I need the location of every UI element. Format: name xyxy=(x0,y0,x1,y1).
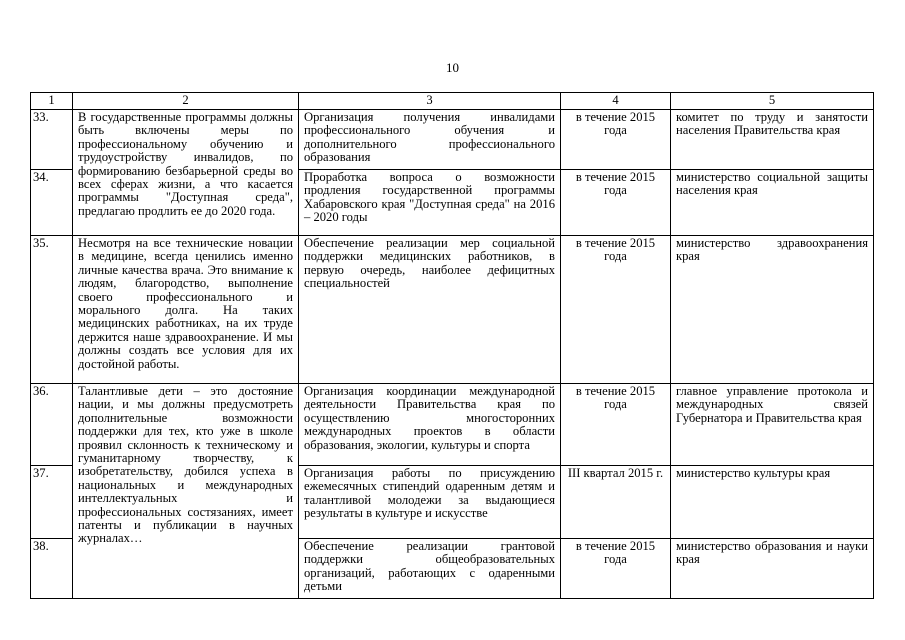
term-text: в течение 2015 года xyxy=(561,110,671,170)
table-row xyxy=(31,384,874,466)
term-text: III квартал 2015 г. xyxy=(561,466,671,539)
table-header-row xyxy=(31,93,874,110)
responsible-text: министерство образования и науки края xyxy=(671,539,874,599)
row-number: 38. xyxy=(31,539,73,599)
row-number: 35. xyxy=(31,236,73,384)
responsible-text: главное управление протокола и международных связей Губернатора и Правительства края xyxy=(671,384,874,466)
header-col-1: 1 xyxy=(31,93,73,110)
term-text: в течение 2015 года xyxy=(561,236,671,384)
header-col-4: 4 xyxy=(561,93,671,110)
measure-text: Обеспечение реализации грантовой поддержки общеобразовательных организаций, работающих с одаренными детьми xyxy=(299,539,561,599)
row-number: 37. xyxy=(31,466,73,539)
measure-text: Обеспечение реализации мер социальной поддержки медицинских работников, в первую очередь, наиболее дефицитных специальностей xyxy=(299,236,561,384)
responsible-text: комитет по труду и занятости населения Правительства края xyxy=(671,110,874,170)
measure-text: Организация координации международной деятельности Правительства края по осуществлению многосторонних международных проектов в области образования, экологии, культуры и спорта xyxy=(299,384,561,466)
responsible-text: министерство социальной защиты населения края xyxy=(671,170,874,236)
responsible-text: министерство культуры края xyxy=(671,466,874,539)
measure-text: Организация работы по присуждению ежемесячных стипендий одаренным детям и талантливой молодежи за выдающиеся результаты в культуре и искусстве xyxy=(299,466,561,539)
measure-text: Организация получения инвалидами профессионального обучения и дополнительного профессионального образования xyxy=(299,110,561,170)
term-text: в течение 2015 года xyxy=(561,539,671,599)
row-number: 33. xyxy=(31,110,73,170)
page-number: 10 xyxy=(446,60,459,75)
measures-table xyxy=(30,92,874,599)
row-number: 34. xyxy=(31,170,73,236)
term-text: в течение 2015 года xyxy=(561,384,671,466)
term-text: в течение 2015 года xyxy=(561,170,671,236)
header-col-2: 2 xyxy=(73,93,299,110)
header-col-5: 5 xyxy=(671,93,874,110)
proposal-text: Талантливые дети – это достояние нации, и мы должны предусмотреть дополнительные возможности поддержки для тех, кто уже в школе проявил склонность к техническому и гуманитарному творчеству, к изобретательству, добился успеха в национальных и международных интеллектуальных и профессиональных состязаниях, имеет патенты и публикации в научных журналах… xyxy=(73,384,299,599)
header-col-3: 3 xyxy=(299,93,561,110)
proposal-text: В государственные программы должны быть включены меры по профессиональному обучению и трудоустройству инвалидов, по формированию безбарьерной среды во всех сферах жизни, а что касается программы "Доступная среда", предлагаю продлить ее до 2020 года. xyxy=(73,110,299,236)
table-row xyxy=(31,110,874,170)
responsible-text: министерство здравоохранения края xyxy=(671,236,874,384)
table-row xyxy=(31,236,874,384)
measure-text: Проработка вопроса о возможности продления государственной программы Хабаровского края "Доступная среда" на 2016 – 2020 годы xyxy=(299,170,561,236)
row-number: 36. xyxy=(31,384,73,466)
proposal-text: Несмотря на все технические новации в медицине, всегда ценились именно личные качества врача. Это внимание к людям, благородство, выполнение своего профессионального и морального долга. На таких медицинских работниках, на их труде держится наше здравоохранение. И мы должны создать все условия для их достойной работы. xyxy=(73,236,299,384)
